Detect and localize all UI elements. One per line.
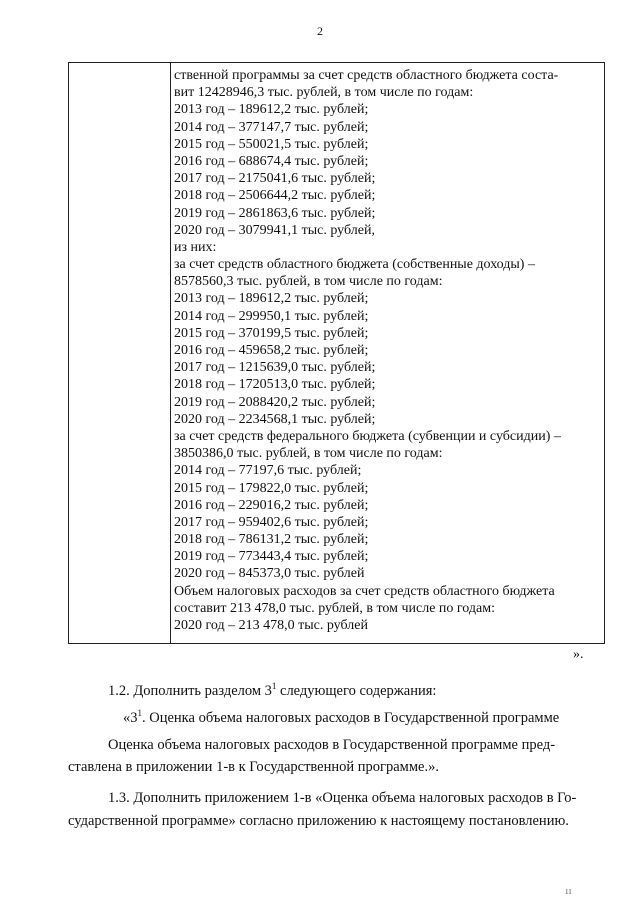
table-line: 2019 год – 2088420,2 тыс. рублей; [174, 394, 376, 410]
paragraph-1-2 [108, 681, 436, 702]
table-line: 2013 год – 189612,2 тыс. рублей; [174, 102, 369, 118]
paragraph-text: . Оценка объема налоговых расходов в Государственной программе [142, 710, 560, 726]
table-line: 2014 год – 299950,1 тыс. рублей; [174, 308, 369, 324]
table-line: 2020 год – 3079941,1 тыс. рублей, [174, 222, 375, 238]
table-line: 2014 год – 377147,7 тыс. рублей; [174, 119, 369, 135]
table-line: 2018 год – 786131,2 тыс. рублей; [174, 532, 369, 548]
footer-mark: 11 [565, 888, 572, 896]
table-line: ственной программы за счет средств областного бюджета соста- [174, 68, 559, 83]
table-line: Объем налоговых расходов за счет средств областного бюджета [174, 583, 555, 599]
table-line: 2016 год – 459658,2 тыс. рублей; [174, 343, 369, 358]
table-line: 2020 год – 213 478,0 тыс. рублей [174, 618, 368, 633]
superscript: 1 [137, 708, 142, 718]
table-line: 2020 год – 2234568,1 тыс. рублей; [174, 411, 376, 427]
paragraph-line: ставлена в приложении 1-в к Государственной программе.». [68, 759, 439, 775]
table-left-cell [69, 63, 170, 643]
table-line: 2017 год – 1215639,0 тыс. рублей; [174, 360, 376, 376]
table-line: за счет средств федерального бюджета (субвенции и субсидии) – [174, 428, 561, 444]
paragraph-line: Оценка объема налоговых расходов в Государственной программе пред- [108, 737, 556, 753]
table-line: 2016 год – 229016,2 тыс. рублей; [174, 497, 369, 513]
paragraph-text: «3 [123, 710, 138, 726]
table-line: 2017 год – 959402,6 тыс. рублей; [174, 514, 369, 530]
budget-table [68, 62, 605, 644]
table-line: 2015 год – 179822,0 тыс. рублей; [174, 480, 369, 496]
table-column-divider [170, 63, 171, 643]
table-line: из них: [174, 239, 217, 255]
table-line: 8578560,3 тыс. рублей, в том числе по годам: [174, 274, 443, 290]
paragraph-line: 1.3. Дополнить приложением 1-в «Оценка объема налоговых расходов в Го- [108, 790, 577, 806]
table-line: 2020 год – 845373,0 тыс. рублей [174, 566, 365, 582]
table-line: 2018 год – 2506644,2 тыс. рублей; [174, 188, 376, 204]
table-right-cell [174, 67, 599, 634]
superscript: 1 [271, 681, 277, 691]
table-line: вит 12428946,3 тыс. рублей, в том числе по годам: [174, 85, 474, 101]
paragraph-text: следующего содержания: [276, 683, 437, 699]
paragraph-line: сударственной программе» согласно приложению к настоящему постановлению. [68, 813, 569, 829]
closing-quote: ». [573, 647, 584, 662]
section-heading [123, 708, 559, 729]
table-line: 2018 год – 1720513,0 тыс. рублей; [174, 377, 376, 393]
table-line: 2017 год – 2175041,6 тыс. рублей; [174, 171, 376, 187]
table-line: 2013 год – 189612,2 тыс. рублей; [174, 291, 369, 307]
table-line: 2019 год – 773443,4 тыс. рублей; [174, 549, 369, 565]
table-line: 2019 год – 2861863,6 тыс. рублей; [174, 205, 376, 221]
table-line: составит 213 478,0 тыс. рублей, в том числе по годам: [174, 600, 495, 616]
paragraph-text: 1.2. Дополнить разделом 3 [108, 683, 272, 699]
table-line: 2016 год – 688674,4 тыс. рублей; [174, 153, 369, 169]
table-line: 3850386,0 тыс. рублей, в том числе по годам: [174, 446, 443, 462]
table-line: 2015 год – 370199,5 тыс. рублей; [174, 325, 369, 341]
table-line: 2014 год – 77197,6 тыс. рублей; [174, 463, 362, 479]
table-line: 2015 год – 550021,5 тыс. рублей; [174, 136, 369, 152]
table-line: за счет средств областного бюджета (собственные доходы) – [174, 257, 535, 273]
page-number: 2 [317, 24, 323, 38]
